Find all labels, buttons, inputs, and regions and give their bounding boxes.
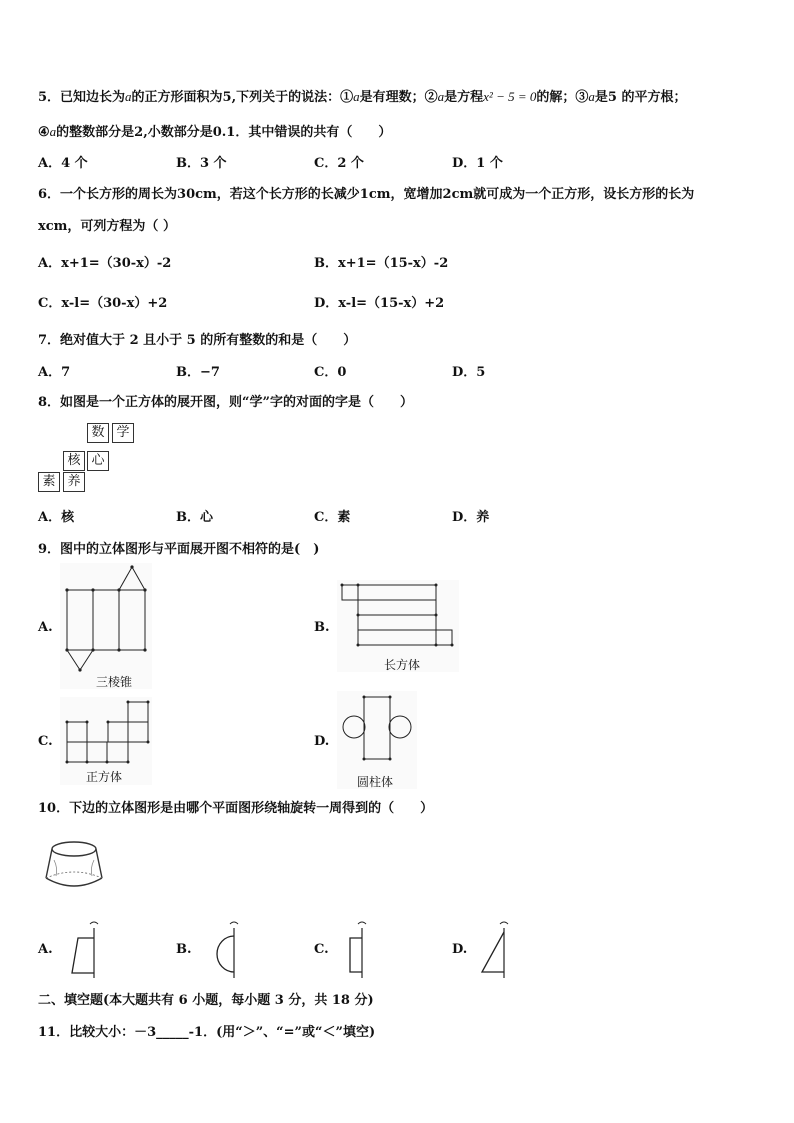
q6-option-c[interactable]: C．x-l=（30-x）+2 <box>38 296 168 311</box>
semicircle-rotation-figure <box>204 918 244 980</box>
question-5-line-2 <box>38 123 391 142</box>
figure-label: 圆柱体 <box>357 775 394 789</box>
var-a: a <box>125 89 132 104</box>
q5-option-b[interactable]: B．3 个 <box>176 156 227 171</box>
q9-option-a[interactable]: A. <box>38 620 53 635</box>
q6-option-b[interactable]: B．x+1=（15-x）-2 <box>314 256 449 271</box>
question-6-line-2: xcm，可列方程为（ ） <box>38 219 176 234</box>
q10-option-c[interactable]: C. <box>314 942 329 957</box>
question-7-stem: 7．绝对值大于 2 且小于 5 的所有整数的和是（ ） <box>38 333 357 348</box>
question-10-stem: 10．下边的立体图形是由哪个平面图形绕轴旋转一周得到的（ ） <box>38 801 434 816</box>
trapezoid-rotation-figure <box>64 918 104 980</box>
net-cell: 核 <box>63 451 85 471</box>
q10-option-b[interactable]: B. <box>176 942 192 957</box>
q8-option-c[interactable]: C．素 <box>314 510 351 525</box>
question-11: 11．比较大小：－3_____-1．(用“＞”、“=”或“＜”填空) <box>38 1025 376 1040</box>
q6-option-a[interactable]: A．x+1=（30-x）-2 <box>38 256 172 271</box>
q5-text: 是5 的平方根； <box>594 90 687 105</box>
var-a: a <box>588 89 595 104</box>
question-6-line-1: 6．一个长方形的周长为30cm，若这个长方形的长减少1cm，宽增加2cm就可成为一个正方形，设长方形的长为 <box>38 187 695 202</box>
frustum-solid-figure <box>42 838 106 894</box>
section-2-heading: 二、填空题(本大题共有 6 小题，每小题 3 分，共 18 分) <box>38 993 374 1008</box>
q7-option-a[interactable]: A．7 <box>38 365 71 380</box>
q5-text: 5．已知边长为 <box>38 90 126 105</box>
net-cell: 心 <box>87 451 109 471</box>
net-cell: 素 <box>38 472 60 492</box>
q9-option-d[interactable]: D. <box>314 734 330 749</box>
rectangle-rotation-figure <box>342 918 382 980</box>
q5-text: 是有理数；② <box>359 90 438 105</box>
q5-option-a[interactable]: A．4 个 <box>38 156 88 171</box>
q7-option-d[interactable]: D．5 <box>452 365 486 380</box>
q8-option-a[interactable]: A．核 <box>38 510 75 525</box>
q5-option-c[interactable]: C．2 个 <box>314 156 364 171</box>
q9-option-c[interactable]: C. <box>38 734 53 749</box>
q10-option-d[interactable]: D. <box>452 942 468 957</box>
q9-option-b[interactable]: B. <box>314 620 330 635</box>
q5-text: 的解；③ <box>536 90 589 105</box>
question-9-stem: 9．图中的立体图形与平面展开图不相符的是( ) <box>38 542 320 557</box>
q5-text: 的正方形面积为5,下列关于的说法：① <box>131 90 354 105</box>
q5-text: ④ <box>38 125 50 140</box>
question-8-stem: 8．如图是一个正方体的展开图，则“学”字的对面的字是（ ） <box>38 395 414 410</box>
triangle-rotation-figure <box>476 918 516 980</box>
q5-text: 的整数部分是2,小数部分是0.1．其中错误的共有（ ） <box>56 125 392 140</box>
var-a: a <box>353 89 360 104</box>
q5-text: 是方程 <box>444 90 484 105</box>
q5-option-d[interactable]: D．1 个 <box>452 156 503 171</box>
net-cell: 养 <box>63 472 85 492</box>
q8-option-d[interactable]: D．养 <box>452 510 490 525</box>
q7-option-c[interactable]: C．0 <box>314 365 347 380</box>
var-a: a <box>437 89 445 104</box>
q7-option-b[interactable]: B．−7 <box>176 365 220 380</box>
equation: x² − 5 = 0 <box>483 89 537 104</box>
figure-label: 正方体 <box>86 770 123 784</box>
q6-option-d[interactable]: D．x-l=（15-x）+2 <box>314 296 445 311</box>
q8-option-b[interactable]: B．心 <box>176 510 213 525</box>
net-cell: 数 <box>87 423 109 443</box>
figure-label: 长方体 <box>384 658 421 672</box>
triangular-prism-net-figure <box>60 563 152 689</box>
figure-label: 三棱锥 <box>96 675 133 689</box>
question-5-line-1 <box>38 88 686 107</box>
q10-option-a[interactable]: A. <box>38 942 53 957</box>
net-cell: 学 <box>112 423 134 443</box>
var-a: a <box>49 124 57 139</box>
